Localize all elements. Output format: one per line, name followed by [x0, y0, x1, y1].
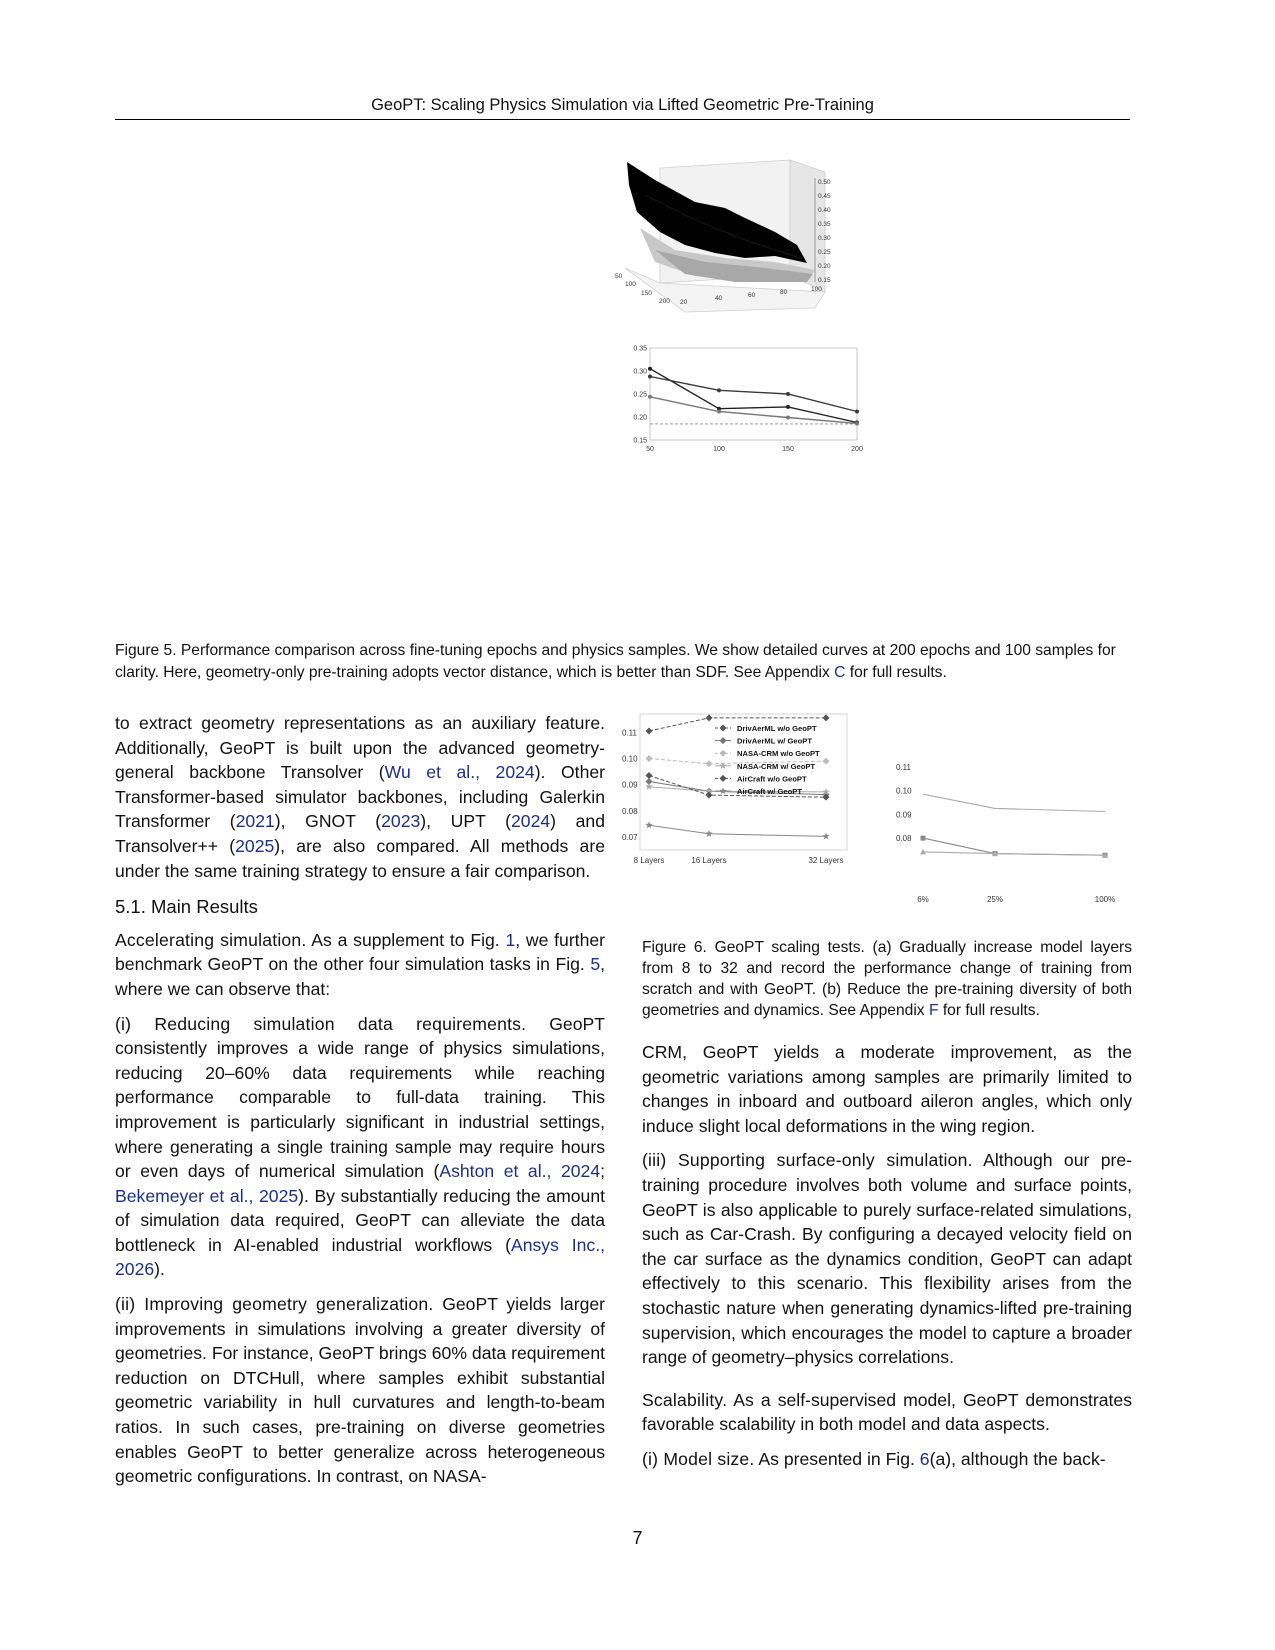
data-point	[786, 405, 790, 409]
text: ). Other Transformer-based simulator backbones, including Galerkin Transformer (	[115, 762, 605, 832]
running-header: GeoPT: Scaling Physics Simulation via Lifted Geometric Pre-Training	[371, 96, 874, 114]
surface-depth-tick: 150	[641, 290, 652, 297]
text: , where we can observe that:	[115, 954, 605, 999]
data-point	[706, 792, 713, 799]
figure6b-diversity-chart	[888, 755, 1133, 907]
right-column	[642, 1040, 1132, 1482]
y-tick-label: 0.11	[622, 728, 637, 738]
y-tick-label: 0.10	[896, 786, 912, 796]
legend-marker	[720, 725, 727, 732]
legend-label: AirCraft w/ GeoPT	[737, 787, 802, 796]
surface-z-tick: 0.40	[818, 207, 831, 214]
y-tick-label: 0.07	[622, 832, 638, 842]
appendix-f-link[interactable]: F	[928, 1002, 939, 1019]
data-point	[822, 832, 830, 839]
surface-depth-tick: 50	[615, 273, 623, 280]
figure5-caption	[115, 640, 1130, 683]
citation-link[interactable]: 2024	[511, 811, 551, 832]
citation-link[interactable]: Wu et al., 2024	[384, 762, 535, 783]
surface-x-tick: 100	[811, 286, 822, 293]
x-tick-label: 6%	[917, 895, 929, 904]
header-rule	[115, 119, 1130, 120]
y-tick-label: 0.25	[633, 391, 647, 399]
text: ;	[600, 1161, 605, 1182]
text: , we further benchmark GeoPT on the other four simulation tasks in Fig.	[115, 929, 605, 975]
series-line-3	[923, 852, 1105, 855]
runin-heading: Scalability.	[642, 1389, 728, 1410]
surface-x-tick: 40	[715, 295, 723, 302]
figure5-caption-text: Performance comparison across fine-tuning epochs and physics samples. We show detailed curves at 200 epochs and 100 samples for clarity. Here, geometry-only pre-training adopts vector distance, which is better than SDF. See Appendix	[115, 642, 1116, 681]
paragraph-backbones	[115, 711, 605, 883]
surface-z-tick: 0.50	[818, 179, 831, 186]
data-point	[645, 821, 653, 828]
figure6-caption-label: Figure 6.	[642, 939, 707, 956]
surface-z-tick: 0.20	[818, 263, 831, 270]
citation-link[interactable]: 2023	[381, 811, 421, 832]
data-point	[648, 375, 652, 379]
legend-marker	[719, 787, 727, 794]
citation-link[interactable]: 2021	[235, 811, 275, 832]
text: ), are also compared. All methods are under the same training strategy to ensure a fair comparison.	[115, 835, 605, 881]
left-column	[115, 711, 605, 1499]
x-tick-label: 32 Layers	[808, 856, 844, 865]
data-point	[646, 755, 653, 762]
x-tick-label: 8 Layers	[633, 856, 665, 865]
paragraph-scalability	[642, 1388, 1132, 1437]
text: ). By substantially reducing the amount of simulation data required, GeoPT can alleviate the data bottleneck in AI-enabled industrial workflows (	[115, 1185, 605, 1255]
y-tick-label: 0.35	[633, 345, 647, 353]
runin-heading: (i) Model size.	[642, 1448, 755, 1469]
text: As a self-supervised model, GeoPT demonstrates favorable scalability in both model and data aspects.	[642, 1389, 1132, 1435]
figure5-caption-tail: for full results.	[849, 663, 947, 681]
y-tick-label: 0.09	[896, 810, 912, 820]
paragraph-reducing-data	[115, 1012, 605, 1283]
x-tick-label: 25%	[986, 895, 1004, 904]
figure5-line-chart	[625, 340, 865, 465]
data-point	[786, 392, 790, 396]
paragraph-model-size	[642, 1447, 1132, 1472]
text: As a supplement to Fig.	[311, 929, 500, 950]
paragraph-surface-only	[642, 1148, 1132, 1369]
data-point	[823, 714, 830, 721]
y-tick-label: 0.30	[633, 368, 647, 376]
data-point	[786, 415, 790, 419]
series-line-6	[649, 825, 826, 836]
runin-heading: Accelerating simulation.	[115, 929, 307, 950]
y-tick-label: 0.08	[622, 806, 638, 816]
data-point	[706, 714, 713, 721]
figure6-caption	[642, 937, 1132, 1021]
text: Although our pre-training procedure involves both volume and surface points, GeoPT is also applicable to purely surface-related simulations, such as Car-Crash. By configuring a decayed velocity field on the car surface as the dynamics condition, GeoPT can adapt effectively to this scenario. This flexibility arises from the stochastic nature when generating dynamics-lifted pre-training supervision, which encourages the model to capture a broader range of geometry–physics correlations.	[642, 1150, 1132, 1368]
surface-z-tick: 0.25	[818, 249, 831, 256]
legend-label: AirCraft w/o GeoPT	[737, 774, 807, 784]
data-point	[855, 409, 859, 413]
surface-z-tick: 0.30	[818, 235, 831, 242]
legend-marker	[719, 762, 727, 769]
data-point	[645, 783, 653, 790]
data-point	[823, 758, 830, 765]
surface-z-tick: 0.45	[818, 193, 831, 200]
text: ) and Transolver++ (	[115, 811, 605, 856]
citation-link[interactable]: Ansys Inc., 2026	[115, 1234, 605, 1280]
citation-link[interactable]: Bekemeyer et al., 2025	[115, 1185, 299, 1206]
x-tick-label: 100%	[1094, 895, 1116, 904]
figure6a-layers-chart	[622, 712, 890, 907]
figure-link[interactable]: 6	[919, 1448, 930, 1469]
text: ), UPT (	[420, 811, 512, 832]
y-tick-label: 0.08	[896, 834, 912, 844]
figure-link[interactable]: 1	[505, 929, 516, 950]
legend-label: NASA-CRM w/o GeoPT	[737, 749, 820, 759]
legend-label: NASA-CRM w/ GeoPT	[737, 761, 816, 771]
figure5-surface-plot	[615, 150, 880, 325]
surface-x-tick: 80	[780, 289, 788, 296]
figure6-caption-text: GeoPT scaling tests. (a) Gradually increase model layers from 8 to 32 and record the performance change of training from scratch and with GeoPT. (b) Reduce the pre-training diversity of both geometries and dynamics. See Appendix	[642, 939, 1132, 1019]
runin-heading: (i) Reducing simulation data requirements.	[115, 1013, 527, 1034]
text: GeoPT consistently improves a wide range of physics simulations, reducing 20–60% data requirements while reaching performance comparable to full-data training. This improvement is particularly significant in industrial settings, where generating a single training sample may require hours or even days of numerical simulation (	[115, 1013, 605, 1182]
figure-link[interactable]: 5	[590, 954, 601, 975]
surface-depth-tick: 200	[659, 298, 670, 305]
text: As presented in Fig.	[758, 1448, 915, 1469]
y-tick-label: 0.10	[622, 754, 638, 764]
y-tick-label: 0.15	[633, 437, 647, 445]
paragraph-crm: CRM, GeoPT yields a moderate improvement, as the geometric variations among samples are primarily limited to changes in inboard and outboard aileron angles, which only induce slight local deformations in the wing region.	[642, 1042, 1132, 1136]
x-tick-label: 50	[646, 446, 654, 453]
surface-x-tick: 20	[680, 299, 688, 306]
series-line-2	[650, 377, 857, 412]
data-point	[646, 772, 653, 779]
series-line-1	[923, 794, 1105, 811]
surface-z-tick: 0.35	[818, 221, 831, 228]
text: ), GNOT (	[274, 811, 382, 832]
y-tick-label: 0.20	[633, 414, 647, 422]
paragraph-accelerating	[115, 928, 605, 1002]
section-title: 5.1. Main Results	[115, 896, 258, 918]
data-point	[706, 760, 713, 767]
citation-link[interactable]: 2025	[235, 835, 275, 856]
surface-z-tick: 0.15	[818, 277, 831, 284]
data-point	[648, 395, 652, 399]
text: ).	[154, 1259, 165, 1280]
legend-label: DrivAerML w/ GeoPT	[737, 736, 812, 746]
data-point	[717, 388, 721, 392]
x-tick-label: 200	[851, 446, 863, 453]
runin-heading: (iii) Supporting surface-only simulation.	[642, 1150, 973, 1171]
appendix-c-link[interactable]: C	[834, 663, 846, 681]
x-tick-label: 16 Layers	[691, 856, 727, 865]
text: GeoPT yields larger improvements in simulations involving a greater diversity of geometries. For instance, GeoPT brings 60% data requirement reduction on DTCHull, where samples exhibit substantial geometric variability in hull curvatures and length-to-beam ratios. In such cases, pre-training on diverse geometries enables GeoPT to better generalize across heterogeneous geometric configurations. In contrast, on NASA-	[115, 1294, 605, 1487]
data-point	[717, 409, 721, 413]
surface-depth-tick: 100	[625, 281, 636, 288]
figure5-caption-label: Figure 5.	[115, 642, 177, 659]
data-point	[921, 836, 926, 841]
x-tick-label: 150	[782, 446, 794, 453]
paragraph-geometry-generalization	[115, 1292, 605, 1489]
legend-marker	[720, 750, 727, 757]
y-tick-label: 0.11	[896, 762, 911, 772]
series-line-3	[650, 397, 857, 424]
legend-marker	[720, 775, 727, 782]
y-tick-label: 0.09	[622, 780, 638, 790]
data-point	[855, 421, 859, 425]
runin-heading: (ii) Improving geometry generalization.	[115, 1294, 434, 1315]
data-point	[648, 367, 652, 371]
page-number: 7	[632, 1528, 643, 1548]
data-point	[646, 728, 653, 735]
figure6-caption-tail: for full results.	[942, 1002, 1040, 1019]
plot-frame	[650, 348, 857, 440]
legend-label: DrivAerML w/o GeoPT	[737, 724, 817, 733]
citation-link[interactable]: Ashton et al., 2024	[439, 1161, 601, 1182]
x-tick-label: 100	[713, 446, 725, 453]
text: (a), although the back-	[929, 1448, 1106, 1469]
text: to extract geometry representations as an auxiliary feature. Additionally, GeoPT is built upon the advanced geometry-general backbone Transolver (	[115, 713, 605, 783]
surface-x-tick: 60	[748, 292, 756, 299]
legend-marker	[720, 737, 727, 744]
